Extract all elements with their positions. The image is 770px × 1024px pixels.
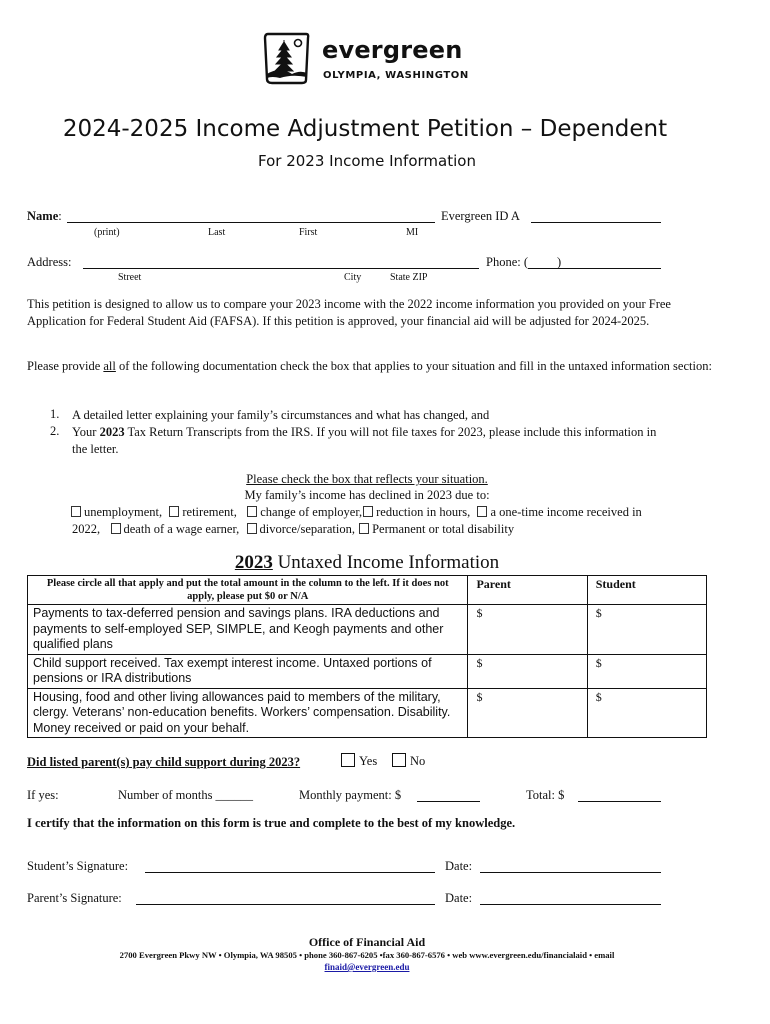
phone-field[interactable] [528,268,661,269]
parent-amount-field[interactable]: $ [468,605,587,655]
no-checkbox[interactable] [392,753,406,767]
column-header-student: Student [587,576,706,605]
total-field[interactable] [578,801,661,802]
student-signature-label: Student’s Signature: [27,859,129,873]
table-row [28,654,707,688]
certification-statement: I certify that the information on this form is true and complete to the best of my knowledge. [27,816,516,830]
phone-label: Phone: ( [486,255,529,269]
parent-signature-field[interactable] [136,904,435,905]
name-label: Name: [27,209,62,223]
unemployment-checkbox[interactable] [71,506,81,517]
name-field[interactable] [67,222,435,223]
child-support-question: Did listed parent(s) pay child support during 2023? [27,755,301,769]
yes-label: Yes [359,754,378,768]
disability-label: Permanent or total disability [372,522,515,536]
one-time-income-label: a one-time income received in [490,505,642,519]
intro-paragraph: This petition is designed to allow us to compare your 2023 income with the 2022 income information you provided on your Free Application for Federal Student Aid (FAFSA). If this petition is approved, your financial aid will be adjusted for 2024-2025. [27,297,671,328]
address-label: Address: [27,255,72,269]
brand-location: OLYMPIA, WASHINGTON [323,70,469,81]
yes-checkbox[interactable] [341,753,355,767]
divorce-separation-label: divorce/separation, [259,522,355,536]
address-field[interactable] [83,268,479,269]
evergreen-id-field[interactable] [531,222,661,223]
reduction-in-hours-checkbox[interactable] [363,506,373,517]
name-sub-first: First [299,227,318,238]
if-yes-label: If yes: [27,788,59,802]
evergreen-id-label: Evergreen ID A [441,209,520,223]
phone-paren: ) [557,255,562,269]
row-description: Housing, food and other living allowances paid to members of the military, clergy. Veterans’ non-education benefits. Workers’ compensation. Disability. Money received or paid on your behalf. [28,688,468,738]
divorce-separation-checkbox[interactable] [247,523,257,534]
monthly-payment-label: Monthly payment: $ [299,788,402,802]
monthly-payment-field[interactable] [417,801,480,802]
student-amount-field[interactable]: $ [587,688,706,738]
instructions-paragraph: Please provide all of the following documentation check the box that applies to your situation and fill in the untaxed information section: [27,359,712,373]
footer-contact: 2700 Evergreen Pkwy NW • Olympia, WA 98505 • phone 360-867-6205 •fax 360-867-6576 • web www.evergreen.edu/financialaid • email [119,950,615,960]
death-of-wage-earner-checkbox[interactable] [111,523,121,534]
situation-subheading: My family’s income has declined in 2023 due to: [244,488,490,502]
parent-amount-field[interactable]: $ [468,654,587,688]
parent-amount-field[interactable]: $ [468,688,587,738]
parent-date-label: Date: [445,891,473,905]
list-item-1: A detailed letter explaining your family’s circumstances and what has changed, and [72,408,490,422]
table-instructions: Please circle all that apply and put the total amount in the column to the left. If it does not apply, please put $0 or N/A [28,576,468,605]
page-subtitle: For 2023 Income Information [258,152,476,170]
unemployment-label: unemployment, [84,505,163,519]
name-sub-mi: MI [406,227,419,238]
one-time-income-year: 2022, [72,522,101,536]
situation-options-row1 [70,505,642,520]
yes-option [341,753,377,769]
total-label: Total: $ [526,788,565,802]
list-item-2: Your 2023 Tax Return Transcripts from the IRS. If you will not file taxes for 2023, please include this information in the letter. [72,425,657,456]
situation-heading: Please check the box that reflects your situation. [246,472,488,486]
student-date-label: Date: [445,859,473,873]
list-item-1-number: 1. [50,407,60,421]
table-row [28,688,707,738]
number-of-months-label[interactable]: Number of months ______ [118,788,254,802]
death-of-wage-earner-label: death of a wage earner, [123,522,240,536]
list-item-2-number: 2. [50,424,60,438]
reduction-in-hours-label: reduction in hours, [376,505,471,519]
table-header-row [28,576,707,605]
row-description: Payments to tax-deferred pension and savings plans. IRA deductions and payments to self-employed SEP, SIMPLE, and Keogh payments and other qualified plans [28,605,468,655]
no-label: No [410,754,426,768]
untaxed-section-title: 2023 Untaxed Income Information [234,552,500,573]
student-amount-field[interactable]: $ [587,654,706,688]
evergreen-logo-icon [262,30,312,86]
student-amount-field[interactable]: $ [587,605,706,655]
row-description: Child support received. Tax exempt interest income. Untaxed portions of pensions or IRA distributions [28,654,468,688]
table-row [28,605,707,655]
no-option [392,753,425,769]
name-sub-last: Last [208,227,226,238]
retirement-label: retirement, [182,505,237,519]
retirement-checkbox[interactable] [169,506,179,517]
change-of-employer-label: change of employer, [260,505,363,519]
change-of-employer-checkbox[interactable] [247,506,257,517]
disability-checkbox[interactable] [359,523,369,534]
name-sub-print: (print) [94,227,120,238]
address-sub-state-zip: State ZIP [390,272,428,283]
brand-name: evergreen [322,36,463,64]
student-signature-field[interactable] [145,872,435,873]
student-date-field[interactable] [480,872,661,873]
page-title: 2024-2025 Income Adjustment Petition – Dependent [62,116,668,142]
situation-options-row2 [72,522,514,537]
column-header-parent: Parent [468,576,587,605]
parent-date-field[interactable] [480,904,661,905]
one-time-income-checkbox[interactable] [477,506,487,517]
address-sub-city: City [344,272,362,283]
footer-office: Office of Financial Aid [308,935,426,949]
footer-email-link[interactable]: finaid@evergreen.edu [324,962,410,972]
untaxed-income-table [27,575,707,738]
parent-signature-label: Parent’s Signature: [27,891,122,905]
address-sub-street: Street [118,272,142,283]
